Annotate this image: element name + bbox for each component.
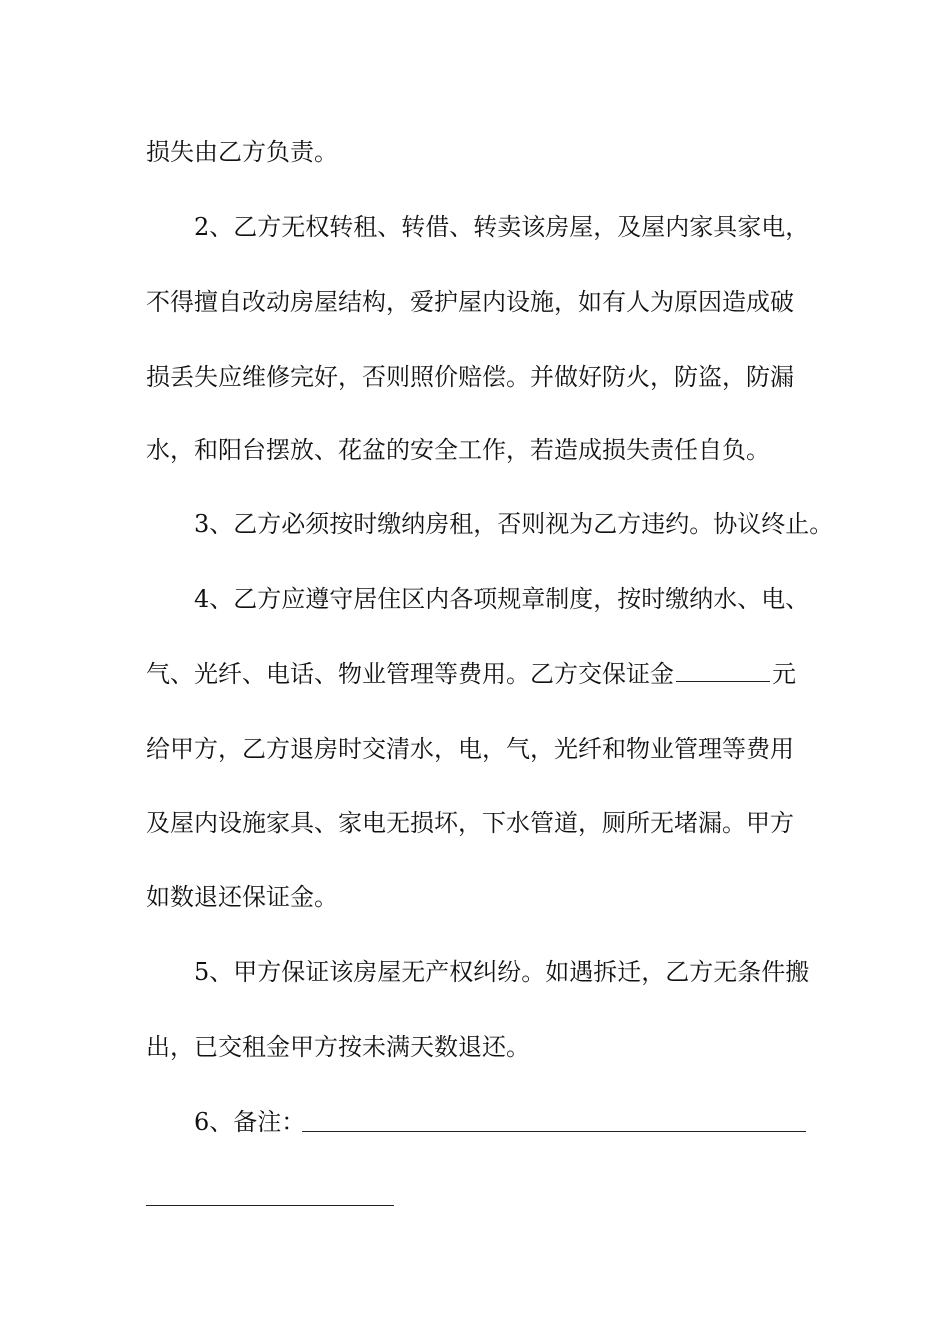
remarks-blank-line-1: [302, 1131, 806, 1132]
deposit-amount-blank: [676, 680, 770, 682]
deposit-unit: 元: [772, 660, 796, 688]
clause-4-line-3: 给甲方，乙方退房时交清水，电，气，光纤和物业管理等费用: [146, 735, 794, 763]
clause-2-line-4: 水，和阳台摆放、花盆的安全工作，若造成损失责任自负。: [146, 436, 770, 464]
clause-6-label: 6、备注：: [194, 1108, 306, 1136]
clause-2-line-1: 2、乙方无权转租、转借、转卖该房屋，及屋内家具家电，: [194, 213, 810, 241]
clause-2-line-3: 损丢失应维修完好，否则照价赔偿。并做好防火，防盗，防漏: [146, 363, 794, 391]
clause-2-line-2: 不得擅自改动房屋结构，爱护屋内设施，如有人为原因造成破: [146, 288, 794, 316]
clause-4-deposit-text: 气、光纤、电话、物业管理等费用。乙方交保证金: [146, 660, 674, 688]
clause-5-line-2: 出，已交租金甲方按未满天数退还。: [146, 1033, 530, 1061]
remarks-blank-line-2: [146, 1205, 394, 1206]
clause-5-line-1: 5、甲方保证该房屋无产权纠纷。如遇拆迁，乙方无条件搬: [194, 958, 810, 986]
clause-4-line-4: 及屋内设施家具、家电无损坏，下水管道，厕所无堵漏。甲方: [146, 809, 794, 837]
clause-3-line-1: 3、乙方必须按时缴纳房租，否则视为乙方违约。协议终止。: [194, 510, 834, 538]
clause-4-line-2: [146, 658, 826, 690]
paragraph-1-line-1: 损失由乙方负责。: [146, 138, 338, 166]
clause-4-line-5: 如数退还保证金。: [146, 883, 338, 911]
clause-4-line-1: 4、乙方应遵守居住区内各项规章制度，按时缴纳水、电、: [194, 585, 810, 613]
